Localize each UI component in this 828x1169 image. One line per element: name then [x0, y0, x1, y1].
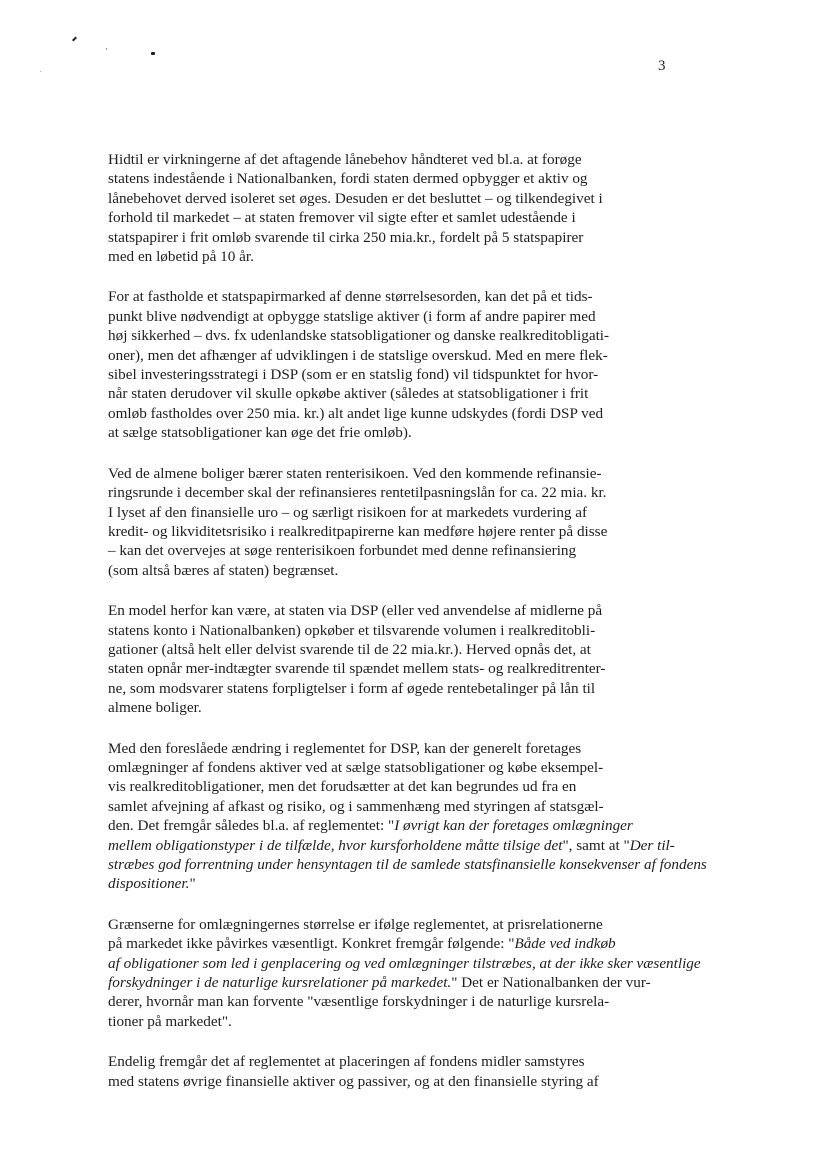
- text-line: [108, 698, 648, 717]
- text-line: [108, 503, 648, 522]
- paragraph: [108, 739, 707, 894]
- text-run: ringsrunde i december skal der refinansieres rentetilpasningslån for ca. 22 mia. kr.: [108, 484, 607, 502]
- text-run: forhold til markedet – at staten fremover vil sigte efter et samlet udestående i: [108, 209, 576, 227]
- italic-quote: I øvrigt kan der foretages omlægninger: [394, 817, 633, 835]
- italic-quote: Både ved indkøb: [514, 935, 616, 953]
- paragraph: [108, 287, 648, 442]
- text-line: [108, 287, 648, 306]
- text-line: [108, 836, 675, 855]
- text-run: ": [189, 875, 196, 893]
- scan-mark: [106, 48, 107, 50]
- text-run: på markedet ikke påvirkes væsentligt. Konkret fremgår følgende: ": [108, 935, 515, 953]
- text-line: [108, 1052, 648, 1071]
- text-line: [108, 758, 648, 777]
- scan-mark: [72, 37, 77, 42]
- text-line: [108, 384, 648, 403]
- text-run: En model herfor kan være, at staten via DSP (eller ved anvendelse af midlerne på: [108, 602, 603, 620]
- text-run: Grænserne for omlægningernes størrelse er ifølge reglementet, at prisrelationerne: [108, 915, 603, 933]
- text-line: [108, 973, 651, 992]
- text-run: derer, hvornår man kan forvente "væsentlige forskydninger i de naturlige kursrela-: [108, 993, 610, 1011]
- text-run: omlægninger af fondens aktiver ved at sælge statsobligationer og købe eksempel-: [108, 758, 604, 776]
- text-run: at sælge statsobligationer kan øge det frie omløb).: [108, 424, 412, 442]
- text-line: [108, 855, 707, 874]
- text-line: [108, 346, 648, 365]
- text-run: For at fastholde et statspapirmarked af denne størrelsesorden, kan det på et tids-: [108, 288, 593, 306]
- text-line: [108, 169, 648, 188]
- text-line: [108, 659, 648, 678]
- document-body: [108, 150, 707, 1112]
- text-line: [108, 640, 648, 659]
- text-line: [108, 679, 648, 698]
- text-run: Ved de almene boliger bærer staten renterisikoen. Ved den kommende refinansie-: [108, 464, 602, 482]
- paragraph: [108, 150, 648, 266]
- text-line: [108, 464, 648, 483]
- text-run: Med den foreslåede ændring i reglementet for DSP, kan der generelt foretages: [108, 739, 582, 757]
- text-line: [108, 522, 648, 541]
- text-run: Hidtil er virkningerne af det aftagende lånebehov håndteret ved bl.a. at forøge: [108, 151, 582, 168]
- text-run: I lyset af den finansielle uro – og særligt risikoen for at markedets vurdering af: [108, 503, 588, 521]
- text-line: [108, 739, 648, 758]
- text-run: gationer (altså helt eller delvist svarende til de 22 mia.kr.). Herved opnås det, at: [108, 640, 591, 658]
- text-run: punkt blive nødvendigt at opbygge statslige aktiver (i form af andre papirer med: [108, 307, 596, 325]
- text-run: den. Det fremgår således bl.a. af reglementet: ": [108, 817, 395, 835]
- italic-quote: Der til-: [629, 836, 675, 854]
- text-run: med statens øvrige finansielle aktiver og passiver, og at den finansielle styring af: [108, 1072, 599, 1090]
- text-line: [108, 561, 648, 580]
- text-line: [108, 601, 648, 620]
- page-number: 3: [658, 58, 666, 74]
- text-run: – kan det overvejes at søge renterisikoen forbundet med denne refinansiering: [108, 542, 577, 560]
- text-line: [108, 541, 648, 560]
- text-line: [108, 247, 648, 266]
- text-line: [108, 1072, 648, 1091]
- paragraph: [108, 601, 648, 717]
- text-line: [108, 992, 648, 1011]
- text-run: staten opnår mer-indtægter svarende til spændet mellem stats- og realkreditrenter-: [108, 660, 606, 678]
- text-line: [108, 915, 648, 934]
- italic-quote: mellem obligationstyper i de tilfælde, hvor kursforholdene måtte tilsige det: [108, 836, 563, 854]
- text-run: vis realkreditobligationer, men det forudsætter at det kan begrundes ud fra en: [108, 778, 577, 796]
- paragraph: [108, 1052, 648, 1091]
- text-run: høj sikkerhed – dvs. fx udenlandske statsobligationer og danske realkreditobligati-: [108, 327, 610, 345]
- italic-quote: dispositioner.: [108, 875, 190, 893]
- text-run: Endelig fremgår det af reglementet at placeringen af fondens midler samstyres: [108, 1053, 585, 1071]
- text-run: almene boliger.: [108, 699, 202, 717]
- text-line: [108, 797, 648, 816]
- text-run: tioner på markedet".: [108, 1012, 232, 1030]
- text-run: oner), men det afhænger af udviklingen i de statslige overskud. Med en mere flek-: [108, 346, 608, 364]
- paragraph: [108, 915, 701, 1031]
- text-run: sibel investeringsstrategi i DSP (som er en statslig fond) vil tidspunktet for hvor-: [108, 366, 599, 384]
- scan-mark: [40, 71, 41, 72]
- text-line: [108, 189, 648, 208]
- italic-quote: forskydninger i de naturlige kursrelationer på markedet.: [108, 974, 452, 992]
- text-line: [108, 404, 648, 423]
- text-line: [108, 326, 648, 345]
- text-run: ", samt at ": [562, 836, 630, 854]
- text-line: [108, 208, 648, 227]
- text-run: statens indestående i Nationalbanken, fordi staten dermed opbygger et aktiv og: [108, 170, 588, 188]
- text-line: [108, 777, 648, 796]
- text-line: [108, 621, 648, 640]
- text-run: " Det er Nationalbanken der vur-: [451, 974, 651, 992]
- text-line: [108, 483, 648, 502]
- text-run: statens konto i Nationalbanken) opkøber et tilsvarende volumen i realkreditobli-: [108, 621, 596, 639]
- scan-mark: [151, 52, 155, 55]
- text-run: (som altså bæres af staten) begrænset.: [108, 561, 339, 579]
- text-line: [108, 365, 648, 384]
- text-line: [108, 954, 701, 973]
- text-line: [108, 934, 648, 953]
- text-line: [108, 307, 648, 326]
- text-line: [108, 150, 648, 169]
- text-run: kredit- og likviditetsrisiko i realkreditpapirerne kan medføre højere renter på disse: [108, 522, 608, 540]
- italic-quote: af obligationer som led i genplacering og ved omlægninger tilstræbes, at der ikke sker væsentlige: [108, 954, 701, 972]
- text-run: med en løbetid på 10 år.: [108, 248, 254, 266]
- text-line: [108, 1012, 648, 1031]
- text-run: når staten derudover vil skulle opkøbe aktiver (således at statsobligationer i frit: [108, 385, 589, 403]
- paragraph: [108, 464, 648, 580]
- text-run: samlet afvejning af afkast og risiko, og i sammenhæng med styringen af statsgæl-: [108, 797, 604, 815]
- text-line: [108, 874, 648, 893]
- text-line: [108, 816, 648, 835]
- text-run: lånebehovet derved isoleret set øges. Desuden er det besluttet – og tilkendegivet i: [108, 189, 603, 207]
- text-run: statspapirer i frit omløb svarende til cirka 250 mia.kr., fordelt på 5 statspapirer: [108, 228, 584, 246]
- text-line: [108, 228, 648, 247]
- text-line: [108, 423, 648, 442]
- italic-quote: stræbes god forrentning under hensyntagen til de samlede statsfinansielle konsekvenser af fondens: [108, 856, 707, 873]
- text-run: ne, som modsvarer statens forpligtelser i form af øgede rentebetalinger på lån til: [108, 679, 596, 697]
- text-run: omløb fastholdes over 250 mia. kr.) alt andet lige kunne udskydes (fordi DSP ved: [108, 404, 604, 422]
